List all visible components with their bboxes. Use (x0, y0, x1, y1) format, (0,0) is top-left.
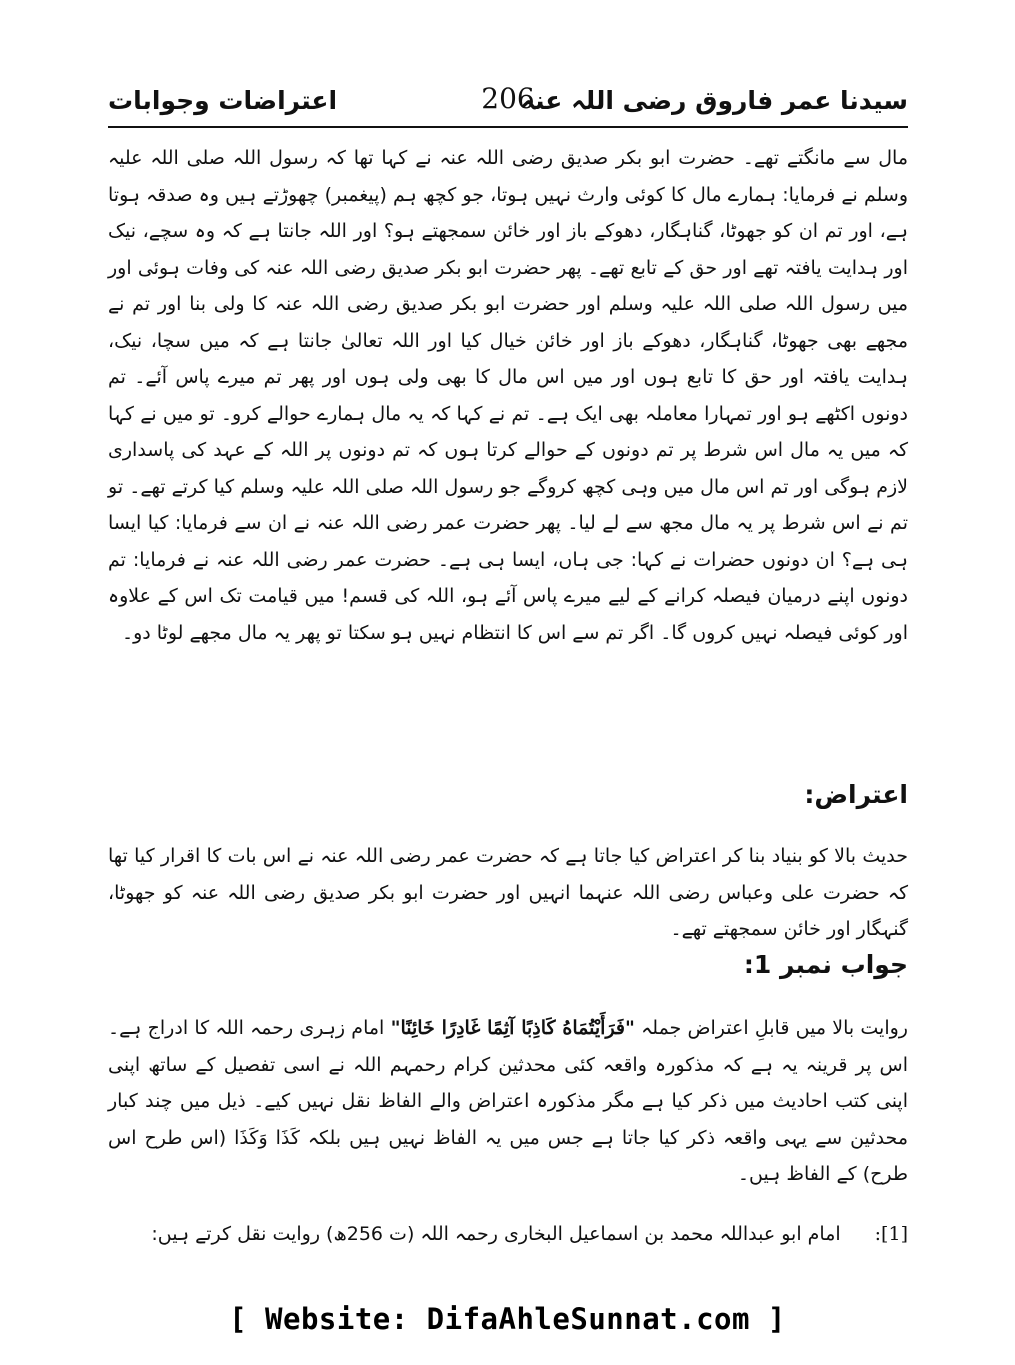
paragraph-hadith-text: مال سے مانگتے تھے۔ حضرت ابو بکر صدیق رضی اللہ عنہ نے کہا تھا کہ رسول اللہ صلی اللہ علیہ وسلم نے فرمایا: ہمارے مال کا کوئی وارث نہیں ہوتا، جو کچھ ہم (پیغمبر) چھوڑتے ہیں وہ صدقہ ہوتا ہے، اور تم ان کو جھوٹا، گناہگار، دھوکے باز اور خائن سمجھتے ہو؟ اور اللہ جانتا ہے کہ وہ سچے، نیک اور ہدایت یافتہ تھے اور حق کے تابع تھے۔ پھر حضرت ابو بکر صدیق رضی اللہ عنہ کی وفات ہوئی اور میں رسول اللہ صلی اللہ علیہ وسلم اور حضرت ابو بکر صدیق رضی اللہ عنہ کا ولی بنا اور تم نے مجھے بھی جھوٹا، گناہگار، دھوکے باز اور خائن خیال کیا اور اللہ تعالیٰ جانتا ہے کہ میں سچا، نیک، ہدایت یافتہ اور حق کا تابع ہوں اور میں اس مال کا بھی ولی ہوں اور پھر تم میرے پاس آئے۔ تم دونوں اکٹھے ہو اور تمہارا معاملہ بھی ایک ہے۔ تم نے کہا کہ یہ مال ہمارے حوالے کرو۔ تو میں نے کہا کہ میں یہ مال اس شرط پر تم دونوں کے حوالے کرتا ہوں کہ تم دونوں پر اللہ کے عہد کی پاسداری لازم ہوگی اور تم اس مال میں وہی کچھ کروگے جو رسول اللہ صلی اللہ علیہ وسلم کیا کرتے تھے۔ تو تم نے اس شرط پر یہ مال مجھ سے لے لیا۔ پھر حضرت عمر رضی اللہ عنہ نے ان سے فرمایا: کیا ایسا ہی ہے؟ ان دونوں حضرات نے کہا: جی ہاں، ایسا ہی ہے۔ حضرت عمر رضی اللہ عنہ نے فرمایا: تم دونوں اپنے درمیان فیصلہ کرانے کے لیے میرے پاس آئے ہو، اللہ کی قسم! میں قیامت تک اس کے علاوہ اور کوئی فیصلہ نہیں کروں گا۔ اگر تم سے اس کا انتظام نہیں ہو سکتا تو پھر یہ مال مجھے لوٹا دو۔ (108, 147, 908, 644)
objection-heading: اعتراض: (804, 780, 908, 809)
reference-text: امام ابو عبداللہ محمد بن اسماعیل البخاری رحمہ اللہ (ت 256ھ) روایت نقل کرتے ہیں: (151, 1223, 841, 1245)
paragraph-answer (108, 1010, 908, 1193)
answer-heading: جواب نمبر 1: (743, 950, 908, 979)
page-number: 206 (481, 82, 535, 115)
answer-text-rest: امام زہری رحمہ اللہ کا ادراج ہے۔ اس پر قرینہ یہ ہے کہ مذکورہ واقعہ کئی محدثین کرام رحمہم اللہ نے اسی تفصیل کے ساتھ اپنی اپنی کتب احادیث میں ذکر کیا ہے مگر مذکورہ اعتراض والے الفاظ نقل نہیں کیے۔ ذیل میں چند کبار محدثین سے یہی واقعہ ذکر کیا جاتا ہے جس میں یہ الفاظ نہیں ہیں بلکہ كَذَا وَكَذَا (اس طرح اس طرح) کے الفاظ ہیں۔ (108, 1017, 908, 1185)
reference-marker: [1]: (874, 1223, 908, 1245)
page-header (108, 78, 908, 122)
book-title: سیدنا عمر فاروق رضی اللہ عنہ (520, 86, 908, 115)
reference-line (108, 1218, 908, 1250)
footer-website: [ Website: DifaAhleSunnat.com ] (229, 1302, 786, 1336)
section-title: اعتراضات وجوابات (108, 86, 338, 115)
arabic-quote: "فَرَأَيْتُمَاهُ كَاذِبًا آثِمًا غَادِرًا خَائِنًا" (390, 1017, 635, 1039)
paragraph-objection: حدیث بالا کو بنیاد بنا کر اعتراض کیا جاتا ہے کہ حضرت عمر رضی اللہ عنہ نے اس بات کا اقرار کیا تھا کہ حضرت علی وعباس رضی اللہ عنہما انہیں اور حضرت ابو بکر صدیق رضی اللہ عنہ کو جھوٹا، گنہگار اور خائن سمجھتے تھے۔ (108, 845, 908, 940)
answer-text-start: روایت بالا میں قابلِ اعتراض جملہ (634, 1017, 908, 1039)
header-divider (108, 126, 908, 128)
